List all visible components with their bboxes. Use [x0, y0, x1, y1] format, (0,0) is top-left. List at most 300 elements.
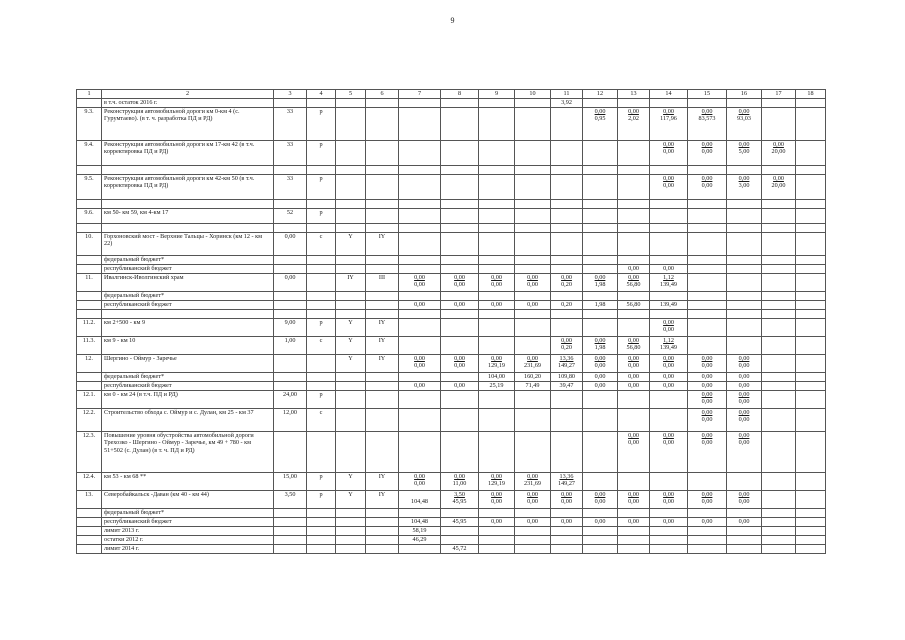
table-cell: [479, 209, 515, 224]
table-cell: [307, 200, 336, 209]
table-cell: [688, 319, 727, 337]
cell-value: 0,00: [701, 398, 713, 406]
cell-value: 129,19: [487, 362, 505, 370]
table-cell: [399, 274, 441, 292]
table-cell: [762, 141, 796, 166]
table-cell: [762, 200, 796, 209]
table-cell: [336, 391, 366, 409]
table-cell: [399, 409, 441, 432]
table-cell: [399, 141, 441, 166]
table-cell: [796, 175, 826, 200]
table-cell: 3,92: [551, 99, 583, 108]
table-cell: федеральный бюджет*: [102, 256, 274, 265]
table-cell: [336, 209, 366, 224]
table-cell: [274, 301, 307, 310]
table-cell: [336, 292, 366, 301]
table-cell: [399, 391, 441, 409]
table-cell: [551, 337, 583, 355]
cell-value: 0,00: [594, 274, 606, 281]
table-cell: 0,00: [399, 382, 441, 391]
table-cell: [796, 319, 826, 337]
table-cell: [618, 310, 650, 319]
table-cell: Реконструкция автомобильной дороги км 0-км 4 (с. Гурумтаево). (в т. ч. разработка ПД и РД): [102, 108, 274, 141]
table-cell: [618, 509, 650, 518]
table-cell: Реконструкция автомобильной дороги км 42-км 50 (в т.ч. корректировка ПД и РД): [102, 175, 274, 200]
table-cell: 9,00: [274, 319, 307, 337]
table-cell: [274, 355, 307, 373]
cell-value: 0,00: [628, 498, 639, 506]
table-cell: [479, 509, 515, 518]
table-cell: [399, 233, 441, 256]
table-cell: [796, 209, 826, 224]
table-cell: Строительство обхода с. Оймур и с. Дулан, км 25 - км 37: [102, 409, 274, 432]
table-cell: [727, 310, 762, 319]
table-cell: [336, 99, 366, 108]
table-cell: [688, 337, 727, 355]
table-cell: [515, 99, 551, 108]
table-cell: [479, 536, 515, 545]
table-cell: [515, 175, 551, 200]
table-cell: [727, 209, 762, 224]
table-row: [77, 473, 826, 491]
table-cell: [650, 99, 688, 108]
table-row: [77, 108, 826, 141]
cell-value: 0,00: [414, 362, 425, 370]
table-cell: [441, 391, 479, 409]
table-cell: 9.5.: [77, 175, 102, 200]
table-cell: [688, 256, 727, 265]
table-cell: [515, 545, 551, 554]
table-cell: 0,00: [727, 518, 762, 527]
table-cell: [479, 108, 515, 141]
table-cell: [762, 518, 796, 527]
table-cell: [274, 536, 307, 545]
budget-table: [76, 89, 826, 554]
table-row: [77, 175, 826, 200]
cell-value: 56,80: [626, 344, 641, 352]
table-cell: [399, 175, 441, 200]
table-cell: [796, 432, 826, 473]
table-cell: [583, 175, 618, 200]
table-cell: [515, 166, 551, 175]
table-cell: 0,00: [583, 518, 618, 527]
table-cell: [274, 224, 307, 233]
cell-value: 0,95: [594, 115, 606, 123]
table-cell: [796, 382, 826, 391]
cell-value: 0,00: [628, 439, 639, 447]
table-row: [77, 373, 826, 382]
cell-value: 0,00: [491, 498, 502, 506]
table-cell: [366, 310, 399, 319]
table-cell: IY: [366, 319, 399, 337]
cell-value: 0,00: [701, 175, 713, 182]
table-cell: [441, 491, 479, 509]
table-cell: [796, 224, 826, 233]
cell-value: 0,00: [594, 362, 606, 370]
table-cell: [307, 536, 336, 545]
table-cell: IY: [366, 473, 399, 491]
table-cell: [479, 409, 515, 432]
table-cell: [796, 409, 826, 432]
table-cell: [650, 409, 688, 432]
table-cell: [583, 224, 618, 233]
table-cell: [441, 292, 479, 301]
table-cell: [336, 141, 366, 166]
table-cell: [515, 310, 551, 319]
cell-value: 0,00: [414, 355, 425, 362]
cell-value: 0,00: [663, 319, 674, 326]
column-header: 4: [307, 90, 336, 99]
table-cell: [441, 166, 479, 175]
table-cell: [551, 274, 583, 292]
table-cell: [479, 233, 515, 256]
table-cell: [796, 310, 826, 319]
table-cell: Северобайкальск -Даван (км 40 - км 44): [102, 491, 274, 509]
table-cell: [650, 432, 688, 473]
table-cell: [274, 382, 307, 391]
table-cell: [336, 256, 366, 265]
table-cell: [762, 491, 796, 509]
table-cell: [688, 274, 727, 292]
table-cell: [583, 319, 618, 337]
table-cell: Y: [336, 473, 366, 491]
cell-value: 0,00: [561, 498, 572, 506]
table-cell: [551, 256, 583, 265]
cell-value: 0,00: [628, 355, 639, 362]
table-cell: [274, 166, 307, 175]
table-cell: [618, 292, 650, 301]
table-cell: республиканский бюджет: [102, 265, 274, 274]
table-cell: [762, 337, 796, 355]
table-cell: [551, 108, 583, 141]
table-cell: [366, 200, 399, 209]
cell-value: 0,00: [701, 108, 713, 115]
cell-value: 0,00: [738, 439, 750, 447]
table-cell: 0,00: [274, 233, 307, 256]
table-row: [77, 536, 826, 545]
table-cell: [515, 274, 551, 292]
table-cell: [441, 432, 479, 473]
table-cell: [727, 432, 762, 473]
table-cell: [274, 256, 307, 265]
table-cell: [515, 256, 551, 265]
table-cell: [399, 473, 441, 491]
table-cell: 9.4.: [77, 141, 102, 166]
table-cell: [399, 373, 441, 382]
table-cell: 9.3.: [77, 108, 102, 141]
table-cell: [274, 292, 307, 301]
cell-value: 0,00: [663, 439, 674, 447]
cell-value: 0,00: [491, 355, 502, 362]
table-cell: [618, 409, 650, 432]
table-cell: 0,00: [274, 274, 307, 292]
column-header: 12: [583, 90, 618, 99]
table-cell: [727, 319, 762, 337]
table-row: [77, 491, 826, 509]
table-cell: 3,50: [274, 491, 307, 509]
cell-value: 0,00: [773, 141, 784, 148]
table-cell: [618, 209, 650, 224]
cell-value: 0,00: [663, 362, 674, 370]
table-cell: [551, 473, 583, 491]
table-cell: [688, 233, 727, 256]
table-cell: [688, 355, 727, 373]
table-cell: Реконструкция автомобильной дороги км 17-км 42 (в т.ч. корректировка ПД и РД): [102, 141, 274, 166]
table-cell: III: [366, 274, 399, 292]
table-cell: [366, 536, 399, 545]
cell-value: 20,00: [771, 148, 786, 156]
table-cell: [479, 265, 515, 274]
table-cell: 24,00: [274, 391, 307, 409]
table-cell: [762, 256, 796, 265]
table-cell: 11.: [77, 274, 102, 292]
table-cell: р: [307, 319, 336, 337]
cell-value: 0,00: [701, 362, 713, 370]
table-cell: [618, 319, 650, 337]
table-cell: [688, 473, 727, 491]
table-cell: 46,29: [399, 536, 441, 545]
cell-value: 0,00: [663, 148, 674, 156]
table-cell: [796, 491, 826, 509]
table-cell: [274, 373, 307, 382]
table-cell: [399, 224, 441, 233]
table-cell: [307, 166, 336, 175]
cell-value: 83,573: [698, 115, 716, 123]
table-cell: [515, 233, 551, 256]
table-cell: [796, 200, 826, 209]
table-cell: [399, 292, 441, 301]
table-cell: [688, 301, 727, 310]
table-cell: [796, 527, 826, 536]
column-header: 10: [515, 90, 551, 99]
table-row: [77, 200, 826, 209]
cell-value: 0,00: [491, 473, 502, 480]
table-cell: [336, 545, 366, 554]
table-row: [77, 310, 826, 319]
table-cell: [307, 509, 336, 518]
table-cell: [479, 391, 515, 409]
table-cell: 0,00: [551, 518, 583, 527]
table-cell: [796, 301, 826, 310]
table-cell: [479, 292, 515, 301]
cell-value: 0,20: [561, 344, 572, 352]
table-cell: [688, 391, 727, 409]
table-cell: [583, 141, 618, 166]
table-cell: [77, 527, 102, 536]
table-cell: [307, 224, 336, 233]
table-cell: [551, 166, 583, 175]
table-cell: [307, 373, 336, 382]
table-cell: [650, 209, 688, 224]
table-cell: 0,00: [650, 382, 688, 391]
table-cell: [366, 509, 399, 518]
table-cell: [727, 256, 762, 265]
table-cell: [727, 265, 762, 274]
table-cell: [727, 536, 762, 545]
table-cell: [336, 265, 366, 274]
column-header: 17: [762, 90, 796, 99]
table-cell: [441, 355, 479, 373]
table-cell: [479, 224, 515, 233]
table-cell: [762, 545, 796, 554]
table-cell: [727, 292, 762, 301]
table-cell: [366, 545, 399, 554]
table-cell: с: [307, 337, 336, 355]
cell-value: 0,00: [527, 473, 538, 480]
cell-value: 117,96: [660, 115, 677, 123]
cell-value: 0,00: [527, 498, 538, 506]
table-cell: [515, 200, 551, 209]
table-cell: [307, 274, 336, 292]
table-cell: [727, 233, 762, 256]
table-cell: [441, 141, 479, 166]
table-cell: [515, 141, 551, 166]
cell-value: 0,00: [594, 491, 606, 498]
table-cell: Шергино - Оймур - Заречье: [102, 355, 274, 373]
table-cell: [583, 200, 618, 209]
cell-value: [401, 491, 438, 498]
table-cell: [583, 233, 618, 256]
table-cell: [399, 355, 441, 373]
cell-value: 0,00: [738, 141, 750, 148]
table-cell: [583, 310, 618, 319]
table-cell: [366, 209, 399, 224]
cell-value: 0,00: [701, 498, 713, 506]
table-cell: [307, 265, 336, 274]
cell-value: 0,00: [663, 141, 674, 148]
table-cell: [366, 166, 399, 175]
table-cell: [762, 99, 796, 108]
table-cell: р: [307, 209, 336, 224]
table-cell: [583, 491, 618, 509]
cell-value: 45,95: [452, 498, 467, 506]
table-cell: 11.2.: [77, 319, 102, 337]
table-cell: [688, 509, 727, 518]
table-cell: 58,19: [399, 527, 441, 536]
table-row: [77, 527, 826, 536]
cell-value: 0,00: [628, 362, 639, 370]
table-cell: [479, 491, 515, 509]
table-cell: 33: [274, 108, 307, 141]
table-cell: [618, 355, 650, 373]
table-cell: 0,20: [551, 301, 583, 310]
table-cell: 39,47: [551, 382, 583, 391]
table-cell: [650, 274, 688, 292]
table-cell: [650, 391, 688, 409]
table-row: [77, 256, 826, 265]
table-cell: [583, 391, 618, 409]
cell-value: 149,27: [557, 480, 575, 488]
table-cell: [441, 310, 479, 319]
table-cell: [583, 108, 618, 141]
table-cell: 15,00: [274, 473, 307, 491]
table-cell: [650, 319, 688, 337]
table-cell: [77, 200, 102, 209]
cell-value: 0,00: [738, 391, 750, 398]
table-cell: Повышение уровня обустройства автомобильной дороги Трехозко - Шергино - Оймур - Заречье, км 49 + 780 - км 51+502 (с. Дулан) (в т. ч. ПД и РД): [102, 432, 274, 473]
column-header: 8: [441, 90, 479, 99]
table-cell: [727, 409, 762, 432]
table-cell: [762, 209, 796, 224]
table-cell: [307, 432, 336, 473]
table-cell: [618, 473, 650, 491]
table-cell: [762, 432, 796, 473]
cell-value: 13,36: [559, 473, 574, 480]
table-cell: [515, 108, 551, 141]
table-cell: [583, 274, 618, 292]
table-cell: [366, 265, 399, 274]
cell-value: 3,00: [738, 182, 750, 190]
cell-value: 129,19: [487, 480, 505, 488]
table-cell: [727, 473, 762, 491]
table-cell: 0,00: [441, 382, 479, 391]
table-cell: [762, 166, 796, 175]
cell-value: 0,00: [738, 491, 750, 498]
table-cell: [441, 319, 479, 337]
table-cell: [650, 200, 688, 209]
table-cell: [551, 355, 583, 373]
table-cell: [399, 209, 441, 224]
table-cell: [796, 233, 826, 256]
table-cell: [77, 545, 102, 554]
cell-value: 0,00: [594, 355, 606, 362]
table-cell: [688, 99, 727, 108]
table-cell: 160,20: [515, 373, 551, 382]
table-cell: [77, 224, 102, 233]
table-cell: [551, 175, 583, 200]
cell-value: 0,00: [738, 108, 750, 115]
table-cell: [583, 432, 618, 473]
table-cell: 109,80: [551, 373, 583, 382]
table-cell: [307, 382, 336, 391]
table-cell: [650, 108, 688, 141]
table-cell: IY: [366, 491, 399, 509]
table-cell: Y: [336, 491, 366, 509]
table-cell: р: [307, 391, 336, 409]
table-cell: [336, 432, 366, 473]
table-cell: 0,00: [479, 518, 515, 527]
cell-value: 0,00: [701, 391, 713, 398]
table-cell: [479, 166, 515, 175]
table-cell: [479, 310, 515, 319]
table-cell: [336, 382, 366, 391]
table-cell: [618, 108, 650, 141]
cell-value: 0,00: [701, 416, 713, 424]
column-header: 5: [336, 90, 366, 99]
cell-value: 0,00: [663, 498, 674, 506]
table-cell: [762, 310, 796, 319]
cell-value: 0,00: [454, 274, 465, 281]
column-header: 18: [796, 90, 826, 99]
cell-value: 0,00: [738, 409, 750, 416]
table-cell: [102, 166, 274, 175]
table-cell: 71,49: [515, 382, 551, 391]
table-cell: 12.3.: [77, 432, 102, 473]
table-cell: [762, 382, 796, 391]
table-cell: [441, 373, 479, 382]
table-row: [77, 509, 826, 518]
table-cell: [77, 310, 102, 319]
cell-value: 0,00: [527, 355, 538, 362]
table-cell: федеральный бюджет*: [102, 292, 274, 301]
table-cell: [650, 256, 688, 265]
table-cell: [796, 545, 826, 554]
table-cell: [583, 509, 618, 518]
table-row: [77, 209, 826, 224]
table-cell: IY: [366, 233, 399, 256]
cell-value: 0,00: [628, 337, 639, 344]
table-cell: [399, 200, 441, 209]
